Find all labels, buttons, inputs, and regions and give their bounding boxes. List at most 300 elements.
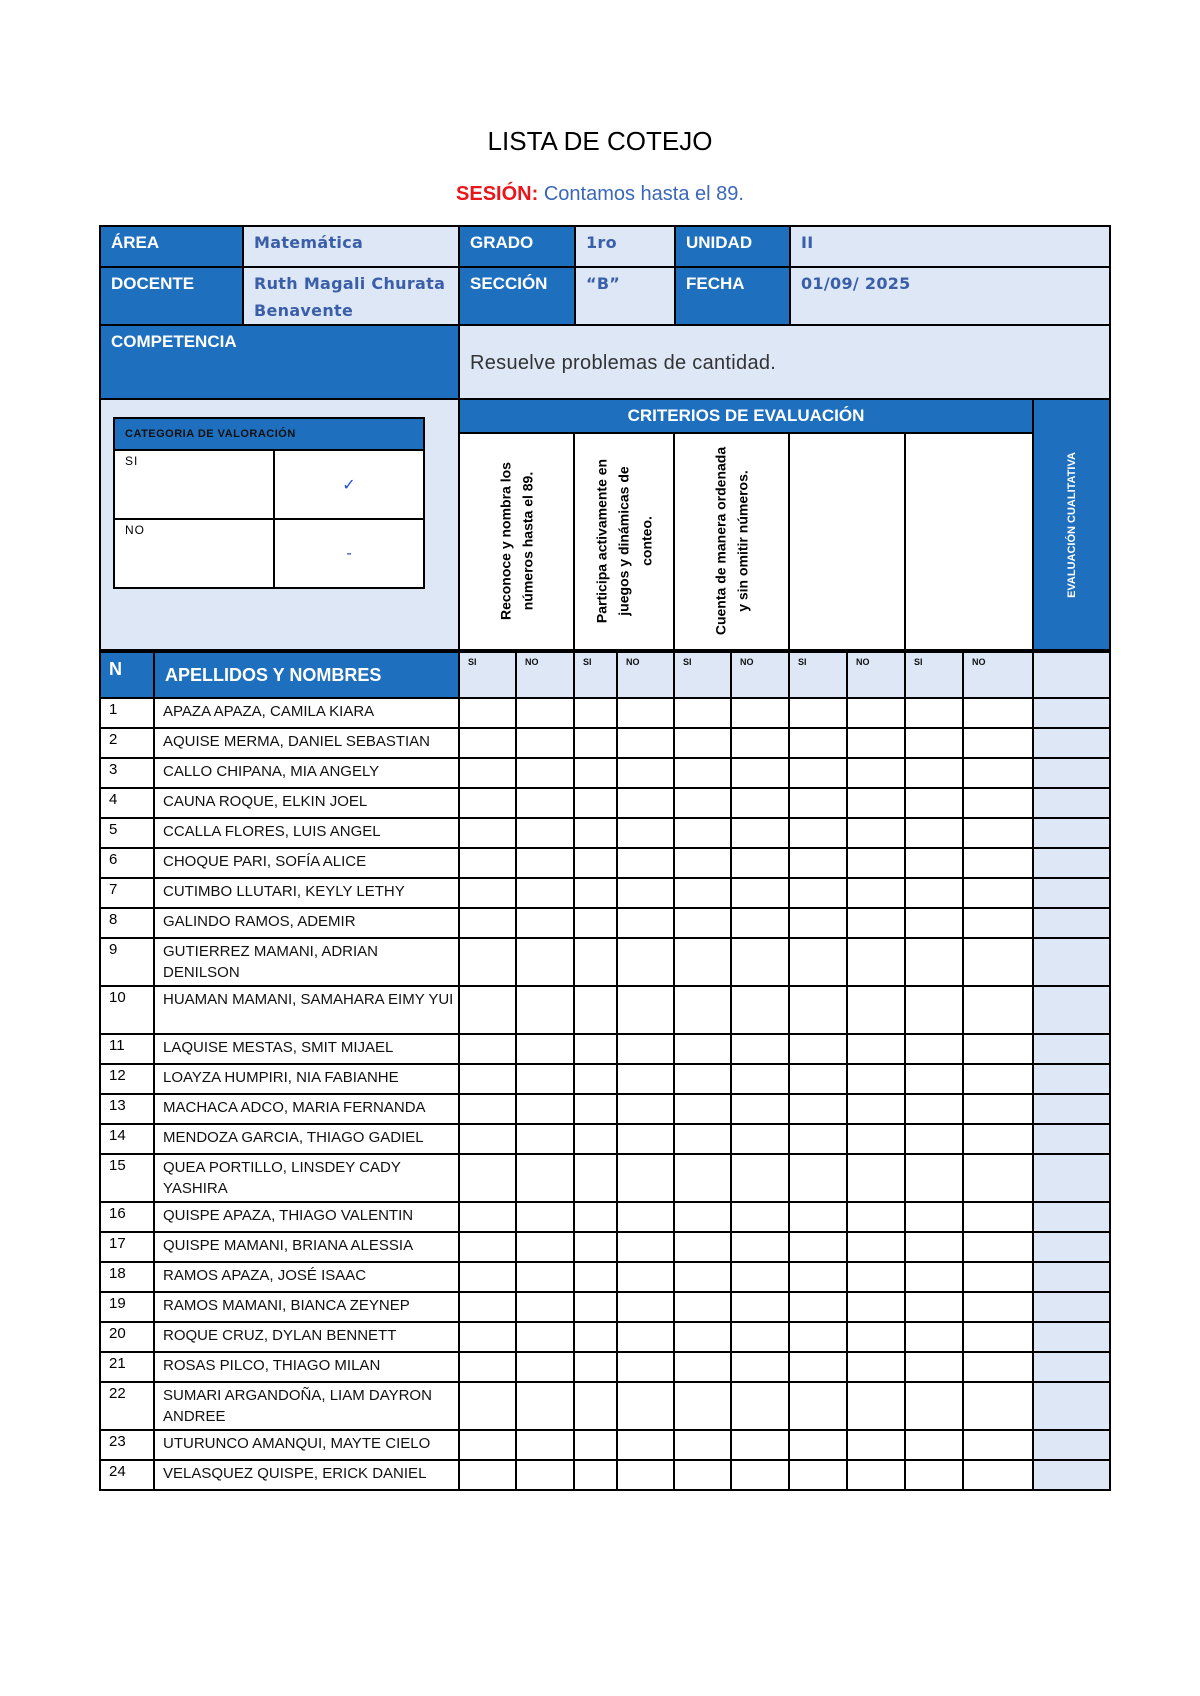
table-row	[100, 1262, 1110, 1292]
no-check-cell[interactable]	[963, 758, 1033, 788]
si-check-cell[interactable]	[905, 878, 963, 908]
no-check-cell[interactable]	[731, 1322, 789, 1352]
no-check-cell[interactable]	[847, 986, 905, 1034]
no-check-cell[interactable]	[731, 938, 789, 986]
no-check-cell[interactable]	[516, 1202, 574, 1232]
no-header: NO	[516, 652, 574, 698]
table-row	[100, 788, 1110, 818]
no-check-cell[interactable]	[731, 1292, 789, 1322]
no-check-cell[interactable]	[516, 728, 574, 758]
si-check-cell[interactable]	[574, 1262, 617, 1292]
no-check-cell[interactable]	[847, 1322, 905, 1352]
si-check-cell[interactable]	[459, 1430, 516, 1460]
evaluacion-cell[interactable]	[1033, 986, 1110, 1034]
row-number: 18	[100, 1262, 154, 1292]
si-check-cell[interactable]	[789, 1034, 847, 1064]
evaluacion-cell[interactable]	[1033, 1232, 1110, 1262]
no-check-cell[interactable]	[516, 938, 574, 986]
no-check-cell[interactable]	[847, 1352, 905, 1382]
no-check-cell[interactable]	[731, 1430, 789, 1460]
si-check-cell[interactable]	[674, 1292, 731, 1322]
si-check-cell[interactable]	[574, 1202, 617, 1232]
no-check-cell[interactable]	[617, 908, 674, 938]
si-check-cell[interactable]	[674, 1232, 731, 1262]
no-check-cell[interactable]	[516, 1460, 574, 1490]
si-check-cell[interactable]	[905, 788, 963, 818]
si-check-cell[interactable]	[905, 1460, 963, 1490]
si-check-cell[interactable]	[459, 788, 516, 818]
no-check-cell[interactable]	[963, 1322, 1033, 1352]
no-check-cell[interactable]	[516, 818, 574, 848]
si-check-cell[interactable]	[674, 878, 731, 908]
si-check-cell[interactable]	[459, 1232, 516, 1262]
si-check-cell[interactable]	[459, 1322, 516, 1352]
no-check-cell[interactable]	[731, 908, 789, 938]
si-check-cell[interactable]	[789, 878, 847, 908]
no-check-cell[interactable]	[731, 1460, 789, 1490]
competencia-label: COMPETENCIA	[100, 325, 459, 401]
no-check-cell[interactable]	[731, 1154, 789, 1202]
si-check-cell[interactable]	[459, 908, 516, 938]
si-check-cell[interactable]	[574, 1292, 617, 1322]
no-check-cell[interactable]	[847, 1064, 905, 1094]
no-check-cell[interactable]	[516, 878, 574, 908]
no-check-cell[interactable]	[617, 1124, 674, 1154]
no-check-cell[interactable]	[847, 758, 905, 788]
no-check-cell[interactable]	[516, 698, 574, 728]
si-check-cell[interactable]	[674, 1124, 731, 1154]
no-check-cell[interactable]	[847, 1094, 905, 1124]
no-check-cell[interactable]	[617, 1202, 674, 1232]
no-check-cell[interactable]	[847, 1124, 905, 1154]
table-row	[100, 1460, 1110, 1490]
si-check-cell[interactable]	[905, 1382, 963, 1430]
no-check-cell[interactable]	[731, 1124, 789, 1154]
no-check-cell[interactable]	[963, 848, 1033, 878]
si-check-cell[interactable]	[674, 1460, 731, 1490]
si-check-cell[interactable]	[905, 1232, 963, 1262]
si-check-cell[interactable]	[574, 1154, 617, 1202]
evaluacion-cell[interactable]	[1033, 758, 1110, 788]
no-check-cell[interactable]	[963, 818, 1033, 848]
evaluacion-cell[interactable]	[1033, 1034, 1110, 1064]
si-check-cell[interactable]	[905, 1034, 963, 1064]
table-row	[100, 1292, 1110, 1322]
evaluacion-cell[interactable]	[1033, 1124, 1110, 1154]
si-check-cell[interactable]	[459, 1124, 516, 1154]
no-check-cell[interactable]	[617, 938, 674, 986]
no-check-cell[interactable]	[516, 788, 574, 818]
no-check-cell[interactable]	[617, 758, 674, 788]
si-check-cell[interactable]	[674, 1352, 731, 1382]
no-check-cell[interactable]	[963, 1232, 1033, 1262]
no-check-cell[interactable]	[617, 698, 674, 728]
no-check-cell[interactable]	[516, 1382, 574, 1430]
si-check-cell[interactable]	[789, 788, 847, 818]
si-check-cell[interactable]	[789, 1430, 847, 1460]
evaluacion-cell[interactable]	[1033, 788, 1110, 818]
no-check-cell[interactable]	[963, 1430, 1033, 1460]
no-check-cell[interactable]	[963, 908, 1033, 938]
no-check-cell[interactable]	[731, 728, 789, 758]
si-check-cell[interactable]	[574, 1094, 617, 1124]
table-row	[100, 1322, 1110, 1352]
si-check-cell[interactable]	[574, 1352, 617, 1382]
evaluacion-cell[interactable]	[1033, 878, 1110, 908]
names-header: APELLIDOS Y NOMBRES	[154, 652, 459, 698]
evaluacion-cell[interactable]	[1033, 1460, 1110, 1490]
si-check-cell[interactable]	[905, 818, 963, 848]
si-header: SI	[574, 652, 617, 698]
si-check-cell[interactable]	[789, 1064, 847, 1094]
row-number: 22	[100, 1382, 154, 1430]
si-check-cell[interactable]	[574, 1322, 617, 1352]
no-check-cell[interactable]	[731, 1262, 789, 1292]
si-check-cell[interactable]	[789, 848, 847, 878]
no-check-cell[interactable]	[731, 1352, 789, 1382]
no-check-cell[interactable]	[731, 698, 789, 728]
no-check-cell[interactable]	[516, 1154, 574, 1202]
no-check-cell[interactable]	[516, 1034, 574, 1064]
si-check-cell[interactable]	[789, 758, 847, 788]
docente-value: Ruth Magali Churata Benavente	[243, 267, 459, 325]
si-check-cell[interactable]	[674, 1262, 731, 1292]
evaluacion-cell[interactable]	[1033, 818, 1110, 848]
si-check-cell[interactable]	[574, 908, 617, 938]
si-check-cell[interactable]	[905, 1094, 963, 1124]
si-check-cell[interactable]	[674, 908, 731, 938]
no-check-cell[interactable]	[617, 1322, 674, 1352]
student-name: UTURUNCO AMANQUI, MAYTE CIELO	[154, 1430, 459, 1460]
no-check-cell[interactable]	[617, 1460, 674, 1490]
si-check-cell[interactable]	[905, 986, 963, 1034]
si-check-cell[interactable]	[574, 1124, 617, 1154]
no-check-cell[interactable]	[617, 1262, 674, 1292]
no-check-cell[interactable]	[516, 1094, 574, 1124]
si-check-cell[interactable]	[905, 728, 963, 758]
no-check-cell[interactable]	[731, 1382, 789, 1430]
no-check-cell[interactable]	[847, 698, 905, 728]
evaluacion-cell[interactable]	[1033, 848, 1110, 878]
row-number: 8	[100, 908, 154, 938]
si-check-cell[interactable]	[789, 1292, 847, 1322]
no-check-cell[interactable]	[847, 1292, 905, 1322]
si-check-cell[interactable]	[905, 1154, 963, 1202]
no-check-cell[interactable]	[516, 1352, 574, 1382]
si-check-cell[interactable]	[789, 1460, 847, 1490]
no-check-cell[interactable]	[516, 1262, 574, 1292]
student-name: LOAYZA HUMPIRI, NIA FABIANHE	[154, 1064, 459, 1094]
si-check-cell[interactable]	[905, 758, 963, 788]
no-check-cell[interactable]	[617, 1094, 674, 1124]
si-check-cell[interactable]	[574, 986, 617, 1034]
no-check-cell[interactable]	[516, 908, 574, 938]
no-check-cell[interactable]	[847, 848, 905, 878]
no-check-cell[interactable]	[847, 1262, 905, 1292]
no-check-cell[interactable]	[731, 788, 789, 818]
row-number: 16	[100, 1202, 154, 1232]
si-check-cell[interactable]	[905, 908, 963, 938]
student-name: SUMARI ARGANDOÑA, LIAM DAYRON ANDREE	[154, 1382, 459, 1430]
page-title: LISTA DE COTEJO	[487, 126, 713, 156]
no-check-cell[interactable]	[963, 1352, 1033, 1382]
no-check-cell[interactable]	[731, 758, 789, 788]
no-check-cell[interactable]	[963, 938, 1033, 986]
no-check-cell[interactable]	[963, 1124, 1033, 1154]
no-check-cell[interactable]	[963, 1154, 1033, 1202]
si-check-cell[interactable]	[789, 1382, 847, 1430]
si-check-cell[interactable]	[459, 1352, 516, 1382]
si-check-cell[interactable]	[459, 878, 516, 908]
si-check-cell[interactable]	[789, 818, 847, 848]
si-check-cell[interactable]	[674, 848, 731, 878]
si-check-cell[interactable]	[905, 1124, 963, 1154]
no-check-cell[interactable]	[847, 1232, 905, 1262]
evaluacion-cell[interactable]	[1033, 1352, 1110, 1382]
student-name: CCALLA FLORES, LUIS ANGEL	[154, 818, 459, 848]
student-name: ROQUE CRUZ, DYLAN BENNETT	[154, 1322, 459, 1352]
no-check-cell[interactable]	[847, 1460, 905, 1490]
evaluacion-cell[interactable]	[1033, 908, 1110, 938]
si-check-cell[interactable]	[459, 1292, 516, 1322]
no-check-cell[interactable]	[516, 986, 574, 1034]
evaluacion-cell[interactable]	[1033, 1154, 1110, 1202]
no-check-cell[interactable]	[847, 1382, 905, 1430]
no-check-cell[interactable]	[963, 728, 1033, 758]
evaluacion-cell[interactable]	[1033, 1322, 1110, 1352]
si-check-cell[interactable]	[905, 1262, 963, 1292]
no-check-cell[interactable]	[516, 1064, 574, 1094]
si-check-cell[interactable]	[905, 1292, 963, 1322]
no-check-cell[interactable]	[731, 878, 789, 908]
si-check-cell[interactable]	[574, 1382, 617, 1430]
si-check-cell[interactable]	[574, 758, 617, 788]
si-check-cell[interactable]	[789, 908, 847, 938]
no-check-cell[interactable]	[847, 1430, 905, 1460]
si-check-cell[interactable]	[459, 1382, 516, 1430]
si-check-cell[interactable]	[905, 1064, 963, 1094]
si-check-cell[interactable]	[789, 1124, 847, 1154]
si-check-cell[interactable]	[459, 938, 516, 986]
si-check-cell[interactable]	[574, 698, 617, 728]
no-check-cell[interactable]	[731, 1202, 789, 1232]
si-check-cell[interactable]	[674, 728, 731, 758]
si-check-cell[interactable]	[674, 1064, 731, 1094]
no-check-cell[interactable]	[617, 728, 674, 758]
no-check-cell[interactable]	[731, 1064, 789, 1094]
criterios-title: CRITERIOS DE EVALUACIÓN	[459, 399, 1033, 433]
no-check-cell[interactable]	[617, 1292, 674, 1322]
no-check-cell[interactable]	[963, 1292, 1033, 1322]
no-check-cell[interactable]	[963, 878, 1033, 908]
si-check-cell[interactable]	[459, 1154, 516, 1202]
si-check-cell[interactable]	[789, 698, 847, 728]
no-check-cell[interactable]	[847, 788, 905, 818]
no-check-cell[interactable]	[516, 1322, 574, 1352]
si-check-cell[interactable]	[574, 1064, 617, 1094]
no-check-cell[interactable]	[617, 1382, 674, 1430]
si-check-cell[interactable]	[574, 848, 617, 878]
si-check-cell[interactable]	[674, 1322, 731, 1352]
no-check-cell[interactable]	[731, 1094, 789, 1124]
si-check-cell[interactable]	[789, 1322, 847, 1352]
si-check-cell[interactable]	[789, 728, 847, 758]
evaluacion-cell[interactable]	[1033, 1202, 1110, 1232]
no-header: NO	[617, 652, 674, 698]
evaluacion-cell[interactable]	[1033, 1430, 1110, 1460]
si-check-cell[interactable]	[674, 1094, 731, 1124]
si-check-cell[interactable]	[789, 1262, 847, 1292]
si-check-cell[interactable]	[789, 1202, 847, 1232]
si-check-cell[interactable]	[789, 1352, 847, 1382]
no-check-cell[interactable]	[847, 818, 905, 848]
si-check-cell[interactable]	[574, 788, 617, 818]
si-check-cell[interactable]	[459, 986, 516, 1034]
row-number: 20	[100, 1322, 154, 1352]
evaluacion-cell[interactable]	[1033, 1382, 1110, 1430]
si-check-cell[interactable]	[574, 818, 617, 848]
si-header: SI	[674, 652, 731, 698]
no-check-cell[interactable]	[847, 1154, 905, 1202]
no-check-cell[interactable]	[617, 1232, 674, 1262]
si-check-cell[interactable]	[905, 848, 963, 878]
si-check-cell[interactable]	[674, 1154, 731, 1202]
si-check-cell[interactable]	[674, 938, 731, 986]
si-check-cell[interactable]	[905, 1352, 963, 1382]
evaluacion-cell[interactable]	[1033, 1064, 1110, 1094]
evaluacion-cell[interactable]	[1033, 1292, 1110, 1322]
no-check-cell[interactable]	[963, 1460, 1033, 1490]
no-check-cell[interactable]	[731, 818, 789, 848]
evaluacion-cell[interactable]	[1033, 1262, 1110, 1292]
no-check-cell[interactable]	[963, 1202, 1033, 1232]
no-check-cell[interactable]	[847, 728, 905, 758]
si-check-cell[interactable]	[905, 1430, 963, 1460]
si-check-cell[interactable]	[459, 818, 516, 848]
si-check-cell[interactable]	[459, 758, 516, 788]
si-check-cell[interactable]	[789, 986, 847, 1034]
no-check-cell[interactable]	[516, 1430, 574, 1460]
seccion-value: “B”	[575, 267, 675, 325]
no-check-cell[interactable]	[847, 938, 905, 986]
no-check-cell[interactable]	[617, 1034, 674, 1064]
no-check-cell[interactable]	[516, 1292, 574, 1322]
si-check-cell[interactable]	[574, 1232, 617, 1262]
no-check-cell[interactable]	[617, 818, 674, 848]
no-check-cell[interactable]	[963, 1094, 1033, 1124]
si-check-cell[interactable]	[674, 986, 731, 1034]
evaluacion-cell[interactable]	[1033, 938, 1110, 986]
row-number: 15	[100, 1154, 154, 1202]
student-name: GALINDO RAMOS, ADEMIR	[154, 908, 459, 938]
criterio-1-text: Reconoce y nombra los números hasta el 89.	[497, 462, 536, 621]
table-row	[100, 878, 1110, 908]
session-value: Contamos hasta el 89.	[543, 183, 744, 205]
si-check-cell[interactable]	[674, 758, 731, 788]
si-check-cell[interactable]	[674, 698, 731, 728]
no-check-cell[interactable]	[847, 1034, 905, 1064]
no-check-cell[interactable]	[516, 1232, 574, 1262]
si-check-cell[interactable]	[459, 1202, 516, 1232]
si-check-cell[interactable]	[574, 938, 617, 986]
si-check-cell[interactable]	[459, 728, 516, 758]
si-check-cell[interactable]	[674, 788, 731, 818]
evaluacion-header	[1033, 399, 1110, 650]
no-check-cell[interactable]	[617, 1154, 674, 1202]
si-check-cell[interactable]	[459, 1034, 516, 1064]
no-check-cell[interactable]	[963, 1034, 1033, 1064]
si-check-cell[interactable]	[459, 698, 516, 728]
si-check-cell[interactable]	[674, 1382, 731, 1430]
no-check-cell[interactable]	[963, 1064, 1033, 1094]
no-check-cell[interactable]	[617, 848, 674, 878]
grado-value: 1ro	[575, 226, 675, 267]
si-check-cell[interactable]	[574, 878, 617, 908]
si-check-cell[interactable]	[789, 938, 847, 986]
no-check-cell[interactable]	[617, 1430, 674, 1460]
si-check-cell[interactable]	[574, 728, 617, 758]
no-check-cell[interactable]	[963, 1382, 1033, 1430]
no-check-cell[interactable]	[617, 788, 674, 818]
no-check-cell[interactable]	[963, 1262, 1033, 1292]
no-check-cell[interactable]	[847, 1202, 905, 1232]
si-check-cell[interactable]	[574, 1034, 617, 1064]
si-check-cell[interactable]	[905, 938, 963, 986]
si-check-cell[interactable]	[674, 1430, 731, 1460]
row-number: 12	[100, 1064, 154, 1094]
si-check-cell[interactable]	[905, 1202, 963, 1232]
evaluacion-cell[interactable]	[1033, 728, 1110, 758]
si-check-cell[interactable]	[789, 1232, 847, 1262]
si-check-cell[interactable]	[674, 1034, 731, 1064]
no-check-cell[interactable]	[731, 986, 789, 1034]
si-check-cell[interactable]	[459, 1094, 516, 1124]
table-row	[100, 1094, 1110, 1124]
si-check-cell[interactable]	[459, 1460, 516, 1490]
no-check-cell[interactable]	[847, 878, 905, 908]
evaluacion-cell[interactable]	[1033, 698, 1110, 728]
no-check-cell[interactable]	[516, 1124, 574, 1154]
no-check-cell[interactable]	[731, 1034, 789, 1064]
no-check-cell[interactable]	[963, 698, 1033, 728]
si-check-cell[interactable]	[459, 848, 516, 878]
no-check-cell[interactable]	[963, 788, 1033, 818]
si-check-cell[interactable]	[789, 1154, 847, 1202]
no-check-cell[interactable]	[617, 878, 674, 908]
si-check-cell[interactable]	[674, 1202, 731, 1232]
si-check-cell[interactable]	[789, 1094, 847, 1124]
criterio-5	[905, 433, 1033, 650]
si-check-cell[interactable]	[674, 818, 731, 848]
no-check-cell[interactable]	[617, 1352, 674, 1382]
si-check-cell[interactable]	[459, 1262, 516, 1292]
si-check-cell[interactable]	[905, 698, 963, 728]
si-check-cell[interactable]	[905, 1322, 963, 1352]
table-row	[100, 1352, 1110, 1382]
no-check-cell[interactable]	[617, 986, 674, 1034]
no-check-cell[interactable]	[516, 758, 574, 788]
si-check-cell[interactable]	[574, 1430, 617, 1460]
no-check-cell[interactable]	[731, 848, 789, 878]
si-check-cell[interactable]	[574, 1460, 617, 1490]
evaluacion-cell[interactable]	[1033, 1094, 1110, 1124]
si-check-cell[interactable]	[459, 1064, 516, 1094]
no-check-cell[interactable]	[617, 1064, 674, 1094]
no-check-cell[interactable]	[963, 986, 1033, 1034]
no-check-cell[interactable]	[731, 1232, 789, 1262]
no-check-cell[interactable]	[516, 848, 574, 878]
no-check-cell[interactable]	[847, 908, 905, 938]
